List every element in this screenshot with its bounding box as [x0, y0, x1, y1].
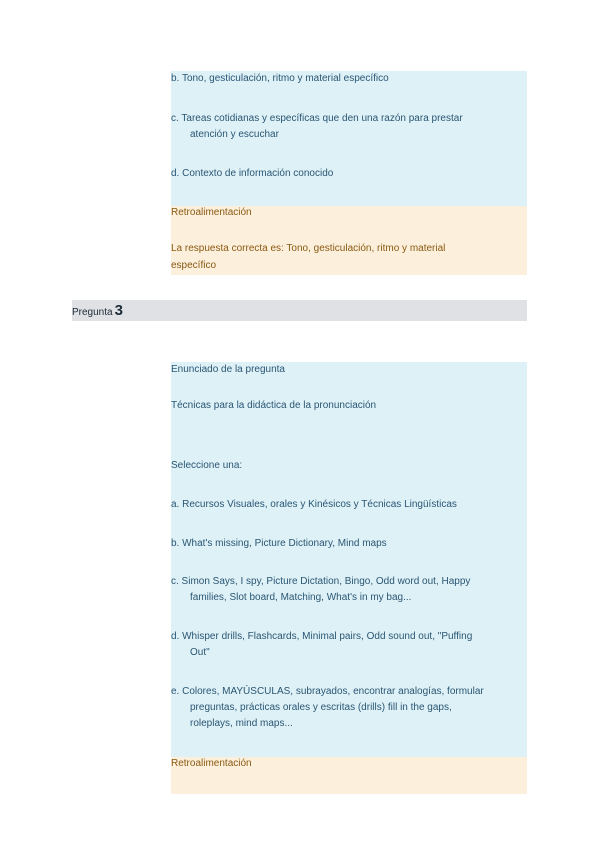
q2-feedback-line1: La respuesta correcta es: Tono, gesticulación, ritmo y material [171, 243, 446, 254]
q3-option-c[interactable] [171, 574, 517, 606]
q3-option-a[interactable]: a. Recursos Visuales, orales y Kinésicos y Técnicas Lingüísticas [171, 499, 457, 510]
q2-feedback-title: Retroalimentación [171, 207, 252, 218]
question-3-header [72, 300, 527, 321]
q2-option-b[interactable]: b. Tono, gesticulación, ritmo y material específico [171, 73, 389, 84]
q2-answer-panel [171, 71, 527, 206]
q3-option-e-line1: e. Colores, MAYÚSCULAS, subrayados, encontrar analogías, formular [171, 686, 484, 697]
q3-prompt: Seleccione una: [171, 460, 243, 471]
q3-option-d-line1: d. Whisper drills, Flashcards, Minimal pairs, Odd sound out, "Puffing [171, 631, 473, 642]
q3-option-e[interactable] [171, 684, 517, 732]
q2-option-c-line2: atención y escuchar [190, 129, 279, 140]
question-number: 3 [114, 302, 123, 319]
q3-option-b[interactable]: b. What's missing, Picture Dictionary, Mind maps [171, 538, 387, 549]
question-label: Pregunta [72, 307, 113, 318]
q3-option-e-line3: roleplays, mind maps... [190, 718, 293, 729]
q3-statement-label: Enunciado de la pregunta [171, 364, 285, 375]
q2-option-d[interactable]: d. Contexto de información conocido [171, 168, 334, 179]
q3-option-c-line1: c. Simon Says, I spy, Picture Dictation, Bingo, Odd word out, Happy [171, 576, 471, 587]
q3-option-d-line2: Out" [190, 647, 210, 658]
q3-option-e-line2: preguntas, prácticas orales y escritas (drills) fill in the gaps, [190, 702, 452, 713]
q2-option-c-line1: c. Tareas cotidianas y específicas que den una razón para prestar [171, 113, 463, 124]
q3-option-c-line2: families, Slot board, Matching, What's in my bag... [190, 592, 412, 603]
q3-feedback-panel [171, 757, 527, 794]
q3-feedback-title: Retroalimentación [171, 758, 252, 769]
q3-statement: Técnicas para la didáctica de la pronunciación [171, 400, 377, 411]
q2-option-c[interactable] [171, 111, 517, 143]
q2-feedback-panel [171, 206, 527, 275]
q3-option-d[interactable] [171, 629, 517, 661]
q3-question-panel [171, 362, 527, 757]
q2-feedback-line2: específico [171, 260, 217, 271]
